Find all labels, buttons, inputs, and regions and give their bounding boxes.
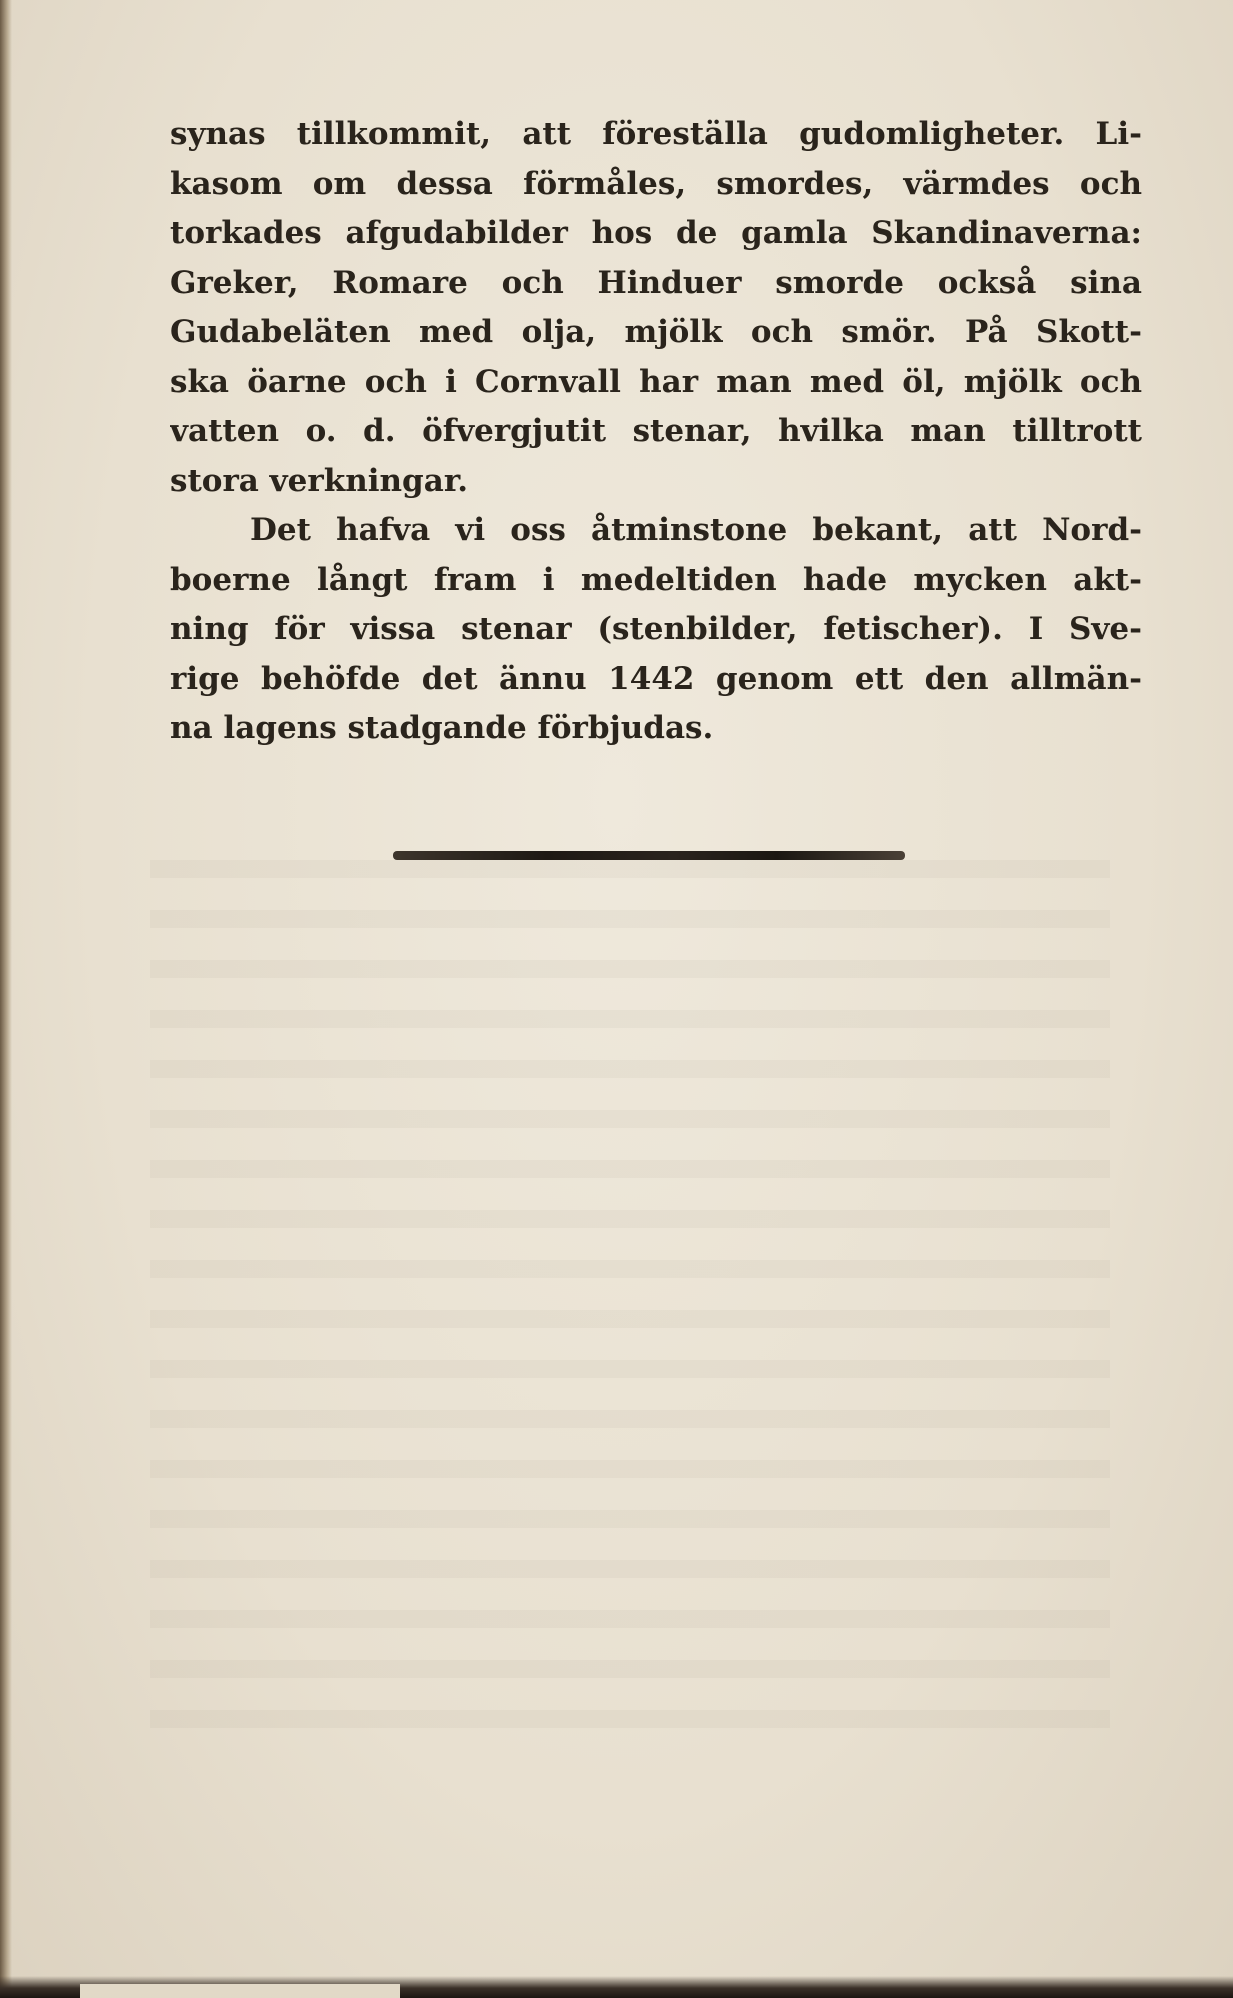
text-line: vatten o. d. öfvergjutit stenar, hvilka man tilltrott <box>170 413 1142 449</box>
page-bottom-edge <box>0 1976 1233 1998</box>
text-line: torkades afgudabilder hos de gamla Skandinaverna: <box>170 215 1142 251</box>
section-divider <box>393 851 905 860</box>
bleed-through-text <box>150 860 1110 1760</box>
text-line: stora verkningar. <box>170 462 469 499</box>
page-binding-edge <box>0 0 12 1998</box>
text-line: kasom om dessa förmåles, smordes, värmdes och <box>170 165 1142 202</box>
text-line: Gudabeläten med olja, mjölk och smör. På Skott- <box>170 314 1142 350</box>
text-line: Det hafva vi oss åtminstone bekant, att Nord- <box>250 512 1142 548</box>
text-line: boerne långt fram i medeltiden hade mycken akt- <box>170 561 1142 598</box>
text-line: rige behöfde det ännu 1442 genom ett den allmän- <box>170 660 1142 697</box>
text-line: Greker, Romare och Hinduer smorde också sina <box>170 264 1142 301</box>
paragraph-2 <box>170 506 1142 754</box>
text-line: ning för vissa stenar (stenbilder, fetischer). I Sve- <box>170 611 1142 647</box>
text-line: na lagens stadgande förbjudas. <box>170 710 714 746</box>
text-line: synas tillkommit, att föreställa gudomligheter. Li- <box>170 116 1142 152</box>
text-line: ska öarne och i Cornvall har man med öl, mjölk och <box>170 363 1142 400</box>
body-text <box>170 110 1142 754</box>
paragraph-1 <box>170 110 1142 506</box>
